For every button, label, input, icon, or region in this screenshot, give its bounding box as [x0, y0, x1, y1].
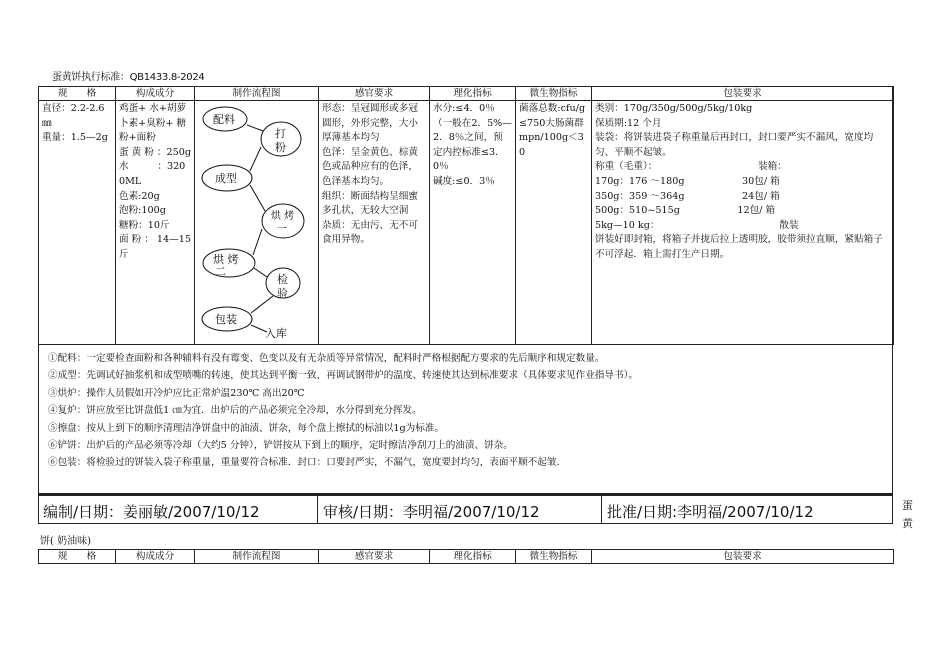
header-physchem: 理化指标 — [430, 550, 516, 564]
approver-signature: 批准/日期:李明福/2007/10/12 — [607, 503, 814, 521]
note-item: ⑥铲饼：出炉后的产品必须等冷却（大约5 分钟），铲饼按从下到上的顺序，定时擦洁净刮刀上的油渍、饼杂。 — [48, 440, 513, 452]
spec-table-2-header — [39, 550, 894, 564]
header-micro: 微生物指标 — [516, 87, 592, 101]
packaging-line: 350g：359 ～364g 24包/ 箱 — [595, 190, 780, 202]
flow-label-knead-2: 粉 — [275, 141, 286, 154]
packaging-line: 饼装好即封箱，将箱子并拢后拉上透明胶，胶带须拉直顺，紧贴箱子不可浮起．箱上需打生产日期。 — [595, 234, 883, 260]
signature-divider — [317, 496, 318, 523]
flow-label-bake2-2: 二 — [215, 265, 226, 278]
spec-table-2 — [38, 549, 894, 564]
header-physchem: 理化指标 — [430, 87, 516, 101]
header-sensory: 感官要求 — [319, 550, 430, 564]
header-spec: 规 格 — [39, 87, 116, 101]
note-item: ③烘炉：操作人员假如开冷炉应比正常炉温230℃ 高出20℃ — [48, 387, 305, 399]
note-item: ②成型：先调试好抽浆机和成型喷嘴的转速，使其达到平衡一致，再调试钢带炉的温度、转速使其达到标准要求（具体要求见作业指导书）。 — [48, 370, 639, 382]
note-item: ⑤擦盘：按从上到下的顺序清理洁净饼盘中的油渍、饼杂，每个盘上擦拭的标油以1g为标准。 — [48, 422, 444, 434]
flow-label-bake1-1: 烘 烤 — [271, 211, 295, 222]
next-product-title: 饼( 奶油味) — [40, 536, 91, 547]
spec-table-header — [39, 87, 894, 101]
header-micro: 微生物指标 — [516, 550, 592, 564]
cell-flow — [195, 101, 319, 345]
packaging-line: 5kg—10 kg： 散装 — [595, 219, 799, 231]
note-item: ⑥包装：将检验过的饼装入袋子称重量，重量要符合标准．封口：口要封严实，不漏气，宽度要封均匀，表面平顺不起皱. — [48, 457, 560, 469]
cell-sensory — [319, 101, 430, 345]
cell-ingredients — [116, 101, 195, 345]
side-char: 蛋 — [902, 499, 913, 512]
packaging-line: 装袋：将饼装进袋子称重量后再封口，封口要严实不漏风，宽度均匀、平顺不起皱。 — [595, 132, 874, 158]
spec-table — [38, 86, 894, 345]
flow-label-mix: 配料 — [213, 113, 235, 126]
flow-label-pack: 包装 — [215, 313, 237, 326]
header-flow: 制作流程图 — [195, 550, 319, 564]
flow-label-bake2-1: 烘 烤 — [213, 253, 239, 266]
flow-label-knead-1: 打 — [275, 127, 286, 140]
cell-physchem — [430, 101, 516, 345]
packaging-line: 保质期:12 个月 — [595, 117, 662, 129]
standard-label: 蛋黄饼执行标准：QB1433.8-2024 — [52, 72, 205, 83]
cell-spec — [39, 101, 116, 345]
packaging-line: 500g：510~515g 12包/ 箱 — [595, 205, 776, 217]
flow-label-inspect-1: 检 — [277, 273, 288, 286]
header-flow: 制作流程图 — [195, 87, 319, 101]
header-packaging: 包装要求 — [592, 87, 894, 101]
signature-bar — [38, 494, 893, 524]
side-char: 黄 — [902, 517, 913, 530]
cell-packaging — [592, 101, 894, 345]
header-ingredients: 构成成分 — [116, 550, 195, 564]
packaging-line: 类别：170g/350g/500g/5kg/10kg — [595, 103, 753, 114]
flow-label-bake1-2: 一 — [277, 224, 287, 235]
spec-table-row — [39, 101, 894, 345]
physchem-text: 水分:≤4．0％（一般在2．5%—2．8％之间，预定内控标准≤3．0％ 碱度:≤0．3％ — [433, 103, 512, 187]
note-item: ④复炉：饼应放至比饼盘低1 ㎝为宜．出炉后的产品必须完全冷却，水分得到充分挥发。 — [48, 405, 422, 417]
flow-label-store: 入库 — [265, 327, 287, 340]
header-ingredients: 构成成分 — [116, 87, 195, 101]
signature-divider — [601, 496, 602, 523]
note-item: ①配料：一定要检查面粉和各种辅料有没有霉变、色变以及有无杂质等异常情况，配料时严格根据配方要求的先后顺序和规定数量。 — [48, 353, 605, 364]
sensory-text: 形态：呈冠圆形或多冠圆形，外形完整，大小厚薄基本均匀 色泽：呈金黄色、棕黄色或品种应有的色泽，色泽基本均匀。 组织：断面结构呈细蜜多孔状，无较大空洞 杂质：无由污、无不可食用异物。 — [322, 103, 418, 246]
process-notes — [48, 350, 888, 472]
header-spec: 规 格 — [39, 550, 116, 564]
ingredients-text: 鸡蛋+ 水+胡萝卜素+臭粉+ 糖粉+面粉 蛋 黄 粉 ：250g 水 ：3200ML 色素:20g 泡粉:100g 糖粉：10斤 面 粉 ： 14—15斤 — [119, 103, 191, 260]
header-sensory: 感官要求 — [319, 87, 430, 101]
cell-micro — [516, 101, 592, 345]
packaging-line: 称重（毛重）： 装箱： — [595, 161, 787, 173]
header-packaging: 包装要求 — [592, 550, 894, 564]
spec-text: 直径：2.2-2.6㎜ 重量：1.5—2g — [42, 103, 108, 144]
flow-label-inspect-2: 验 — [277, 287, 288, 300]
flow-chart — [195, 101, 319, 345]
micro-text: 菌落总数:cfu/g≤750大肠菌群mpn/100g＜30 — [519, 103, 586, 158]
flow-label-form: 成型 — [215, 172, 237, 185]
packaging-line: 170g：176 ～180g 30包/ 箱 — [595, 175, 780, 187]
reviewer-signature: 审核/日期：李明福/2007/10/12 — [323, 503, 540, 521]
editor-signature: 编制/日期：姜丽敏/2007/10/12 — [43, 503, 260, 521]
